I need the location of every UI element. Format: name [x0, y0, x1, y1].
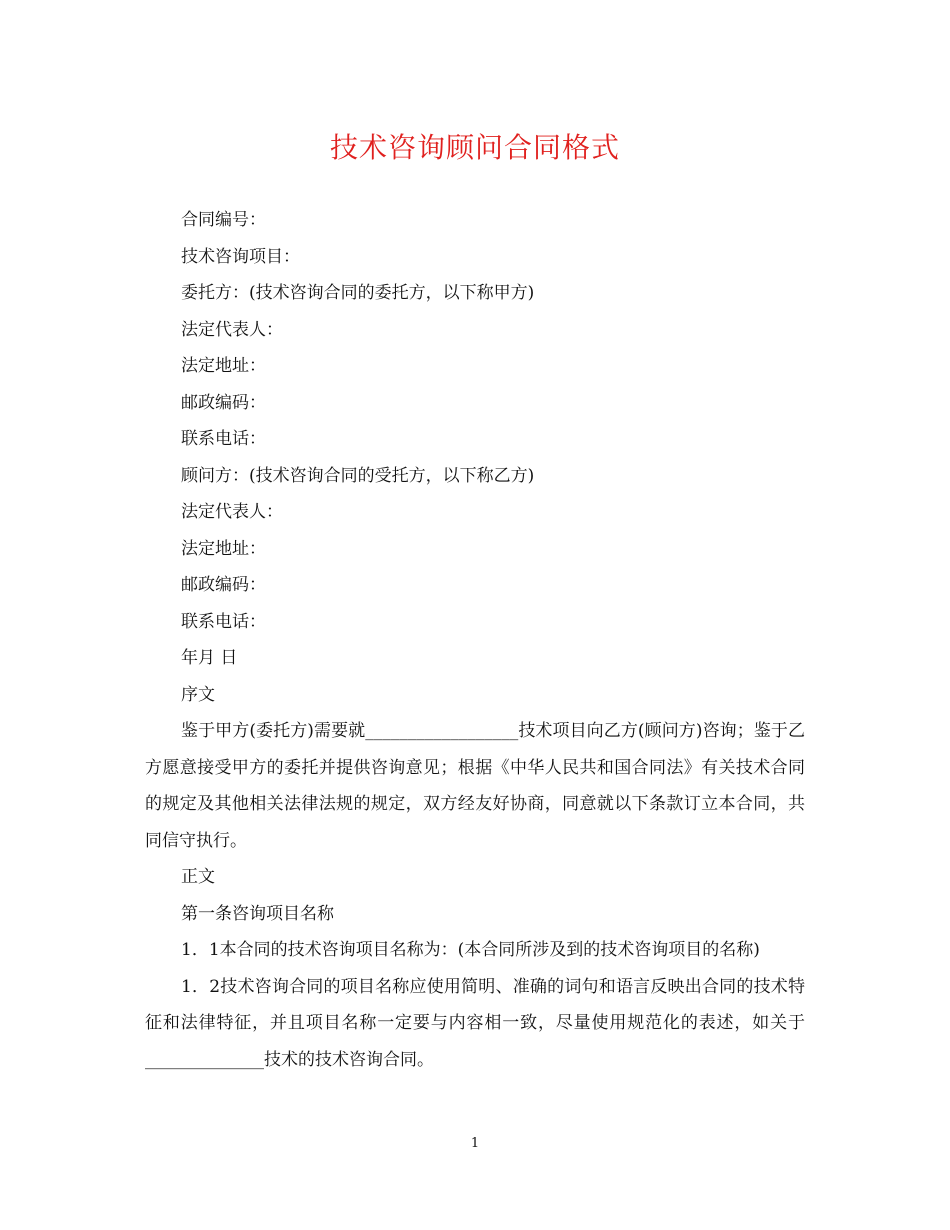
section-main-heading: 正文 [181, 867, 215, 887]
field-consulting-project: 技术咨询项目： [181, 246, 300, 267]
field-consultant-representative: 法定代表人： [181, 502, 283, 522]
field-consultant: 顾问方：(技术咨询合同的受托方，以下称乙方) [181, 465, 535, 486]
page-number: 1 [470, 1136, 480, 1151]
field-client-address: 法定地址： [181, 356, 266, 376]
field-client: 委托方：(技术咨询合同的委托方，以下称甲方) [181, 283, 535, 303]
field-consultant-phone: 联系电话： [181, 611, 266, 632]
field-contract-number: 合同编号： [181, 210, 266, 230]
field-client-phone: 联系电话： [181, 429, 266, 449]
field-client-representative: 法定代表人： [181, 319, 283, 340]
article-1-heading: 第一条咨询项目名称 [181, 903, 334, 924]
preamble-paragraph: 鉴于甲方(委托方)需要就__________________技术项目向乙方(顾问方)咨询；鉴于乙方愿意接受甲方的委托并提供咨询意见；根据《中华人民共和国合同法》有关技术合同的规定及其他相关法律法规的规定，双方经友好协商，同意就以下条款订立本合同，共同信守执行。 [145, 721, 805, 851]
field-consultant-postcode: 邮政编码： [181, 575, 266, 595]
document-body [145, 202, 805, 1078]
clause-1-1: 1．1本合同的技术咨询项目名称为：(本合同所涉及到的技术咨询项目的名称) [181, 940, 760, 960]
field-consultant-address: 法定地址： [181, 538, 266, 559]
section-preamble-heading: 序文 [181, 684, 215, 705]
document-title: 技术咨询顾问合同格式 [329, 131, 620, 164]
field-client-postcode: 邮政编码： [181, 392, 266, 413]
field-date: 年月 日 [181, 648, 238, 668]
clause-1-2: 1．2技术咨询合同的项目名称应使用简明、准确的词句和语言反映出合同的技术特征和法律特征，并且项目名称一定要与内容相一致，尽量使用规范化的表述，如关于______________技术的技术咨询合同。 [145, 976, 805, 1070]
